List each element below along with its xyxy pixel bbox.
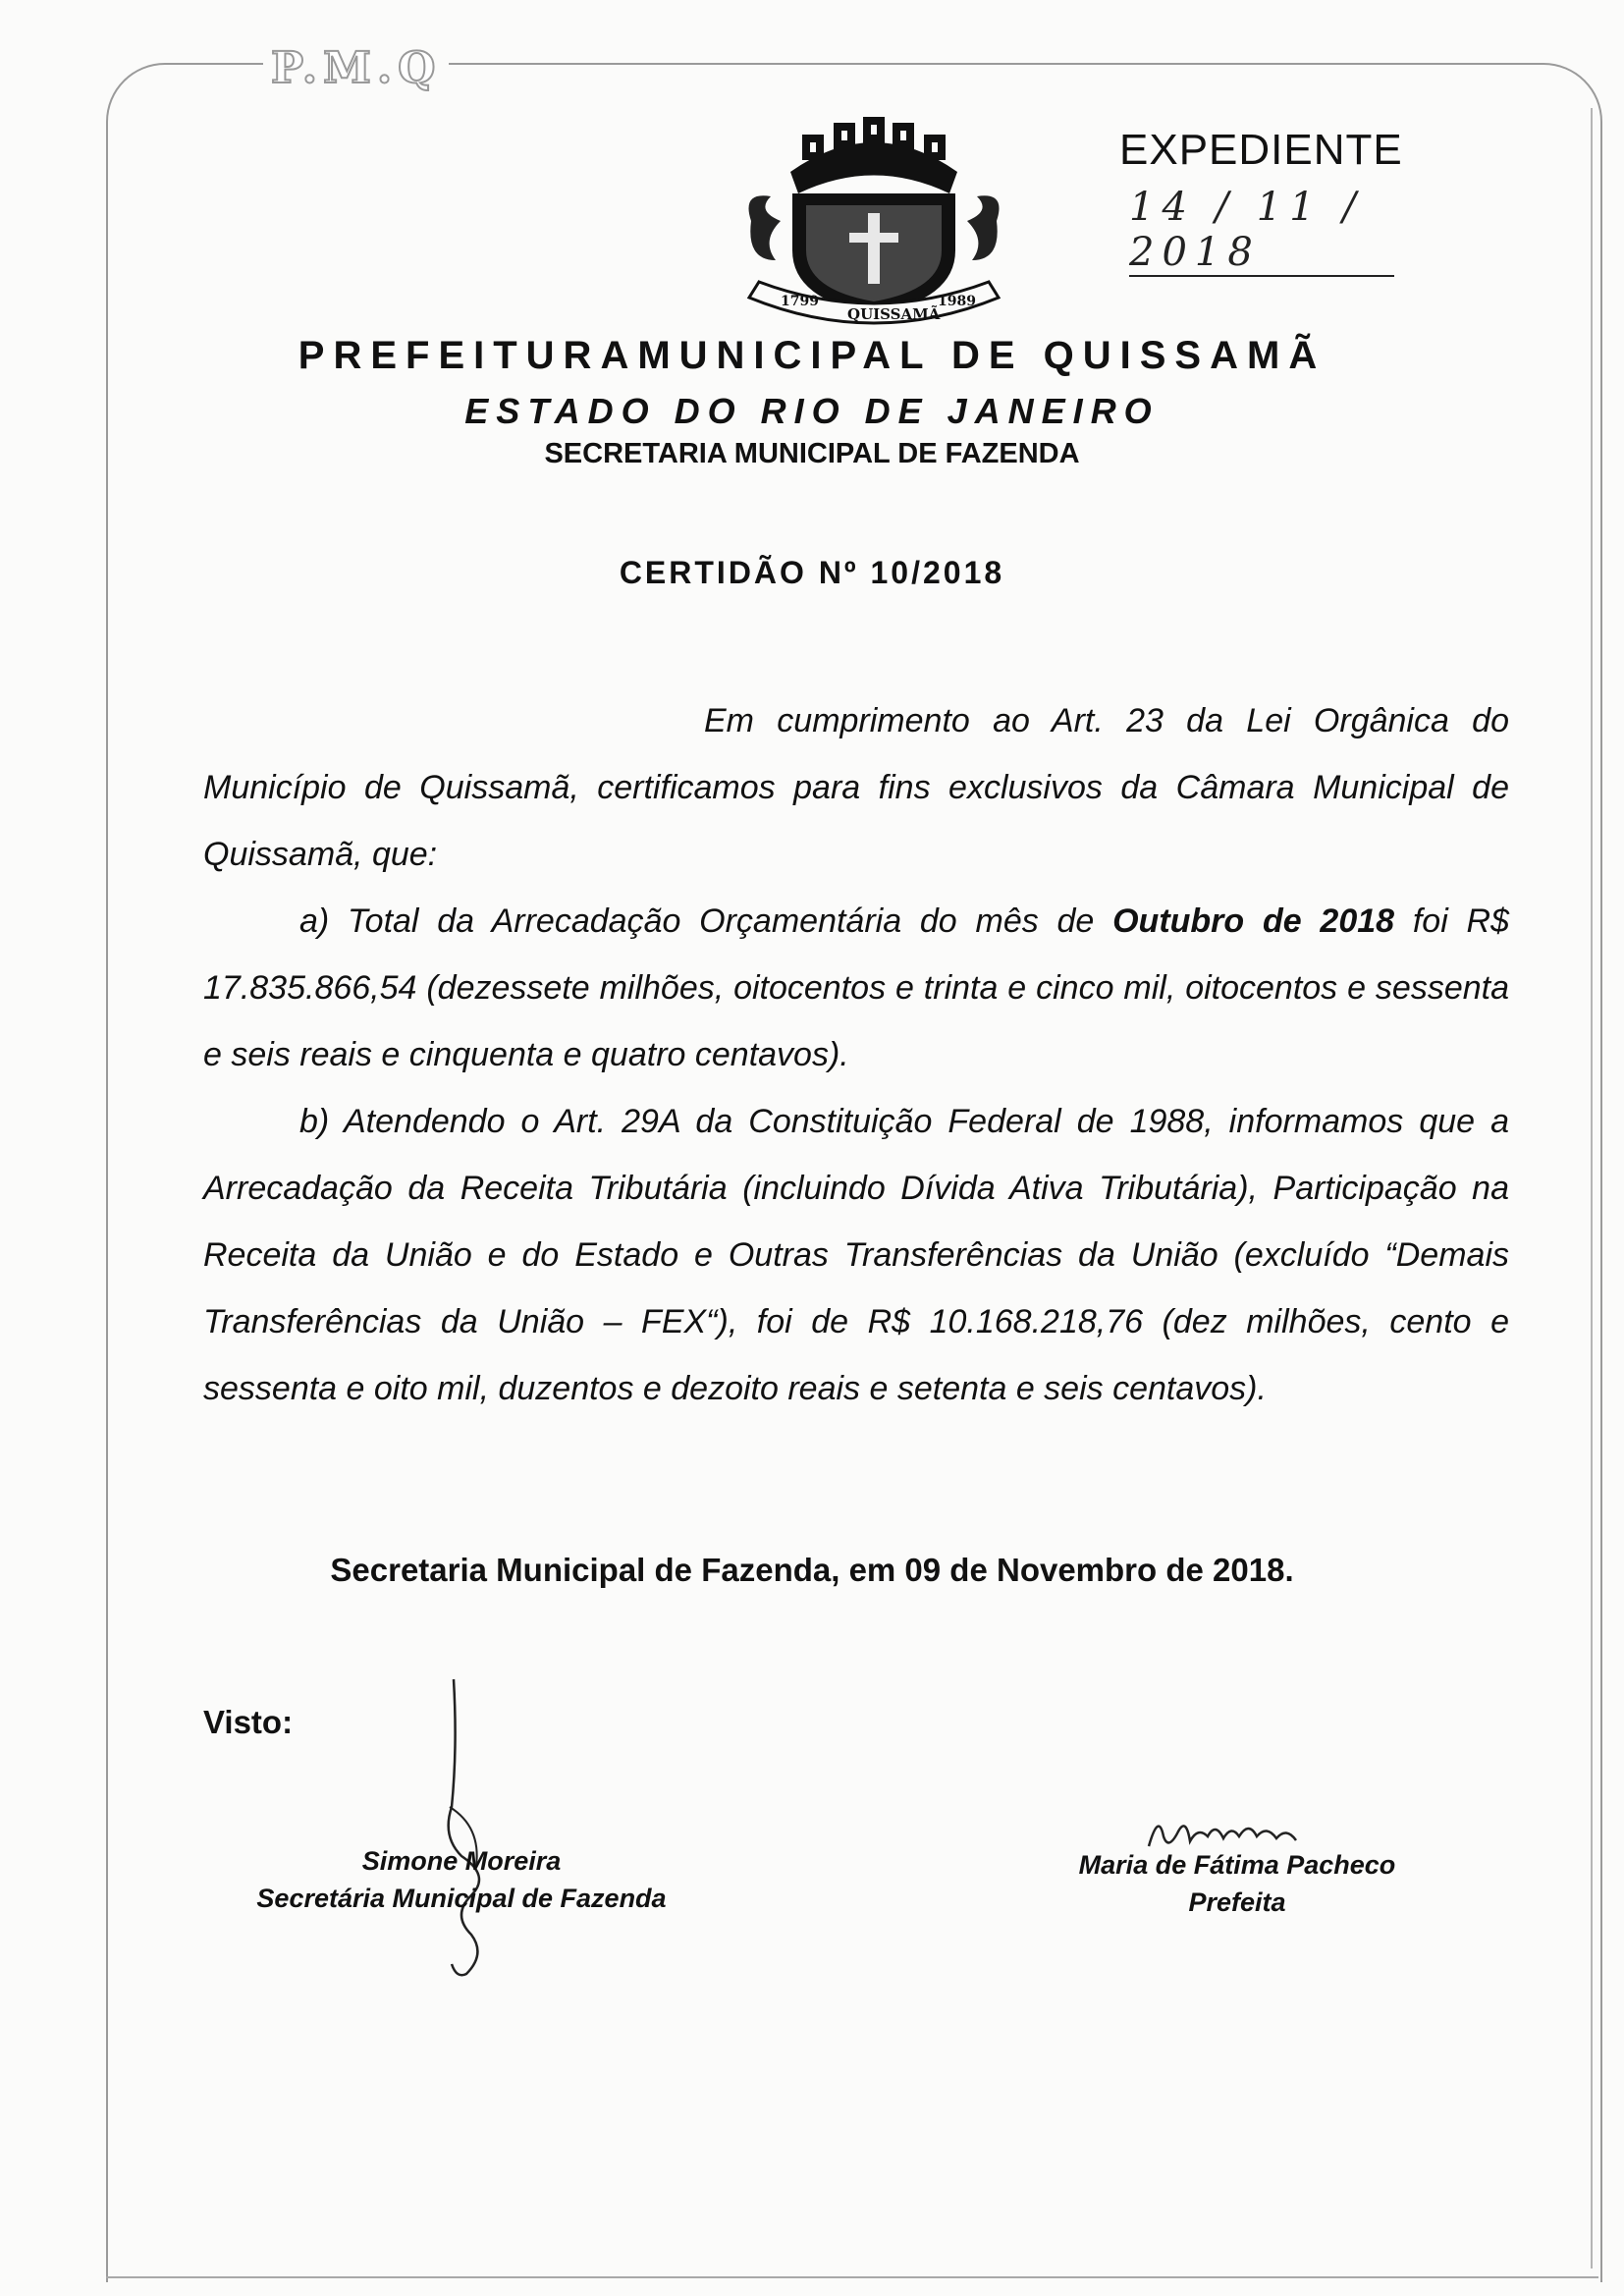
expediente-date-handwritten: 14 / 11 / 2018 bbox=[1129, 185, 1394, 277]
paragraph-intro: Em cumprimento ao Art. 23 da Lei Orgânica do Município de Quissamã, certificamos para fins exclusivos da Câmara Municipal de Quissamã, que: bbox=[203, 702, 1509, 873]
page-border-bottom bbox=[106, 2276, 1598, 2278]
crest-year-left: 1799 bbox=[781, 294, 819, 309]
crest-band-text: QUISSAMÃ bbox=[847, 305, 941, 323]
signature-left-name: Simone Moreira bbox=[361, 1846, 562, 1876]
paragraph-b: b) Atendendo o Art. 29A da Constituição Federal de 1988, informamos que a Arrecadação da Receita Tributária (incluindo Dívida Ativa Tributária), Participação na Receita da União e do Estado e Outras Transferências da União (excluído “Demais Transferências da União – FEX“), foi de R$ 10.168.218,76 (dez milhões, cento e sessenta e oito mil, duzentos e dezoito reais e setenta e seis centavos). bbox=[203, 1103, 1509, 1407]
header-department: SECRETARIA MUNICIPAL DE FAZENDA bbox=[544, 438, 1080, 469]
paragraph-a-month: Outubro de 2018 bbox=[1112, 902, 1395, 940]
paragraph-a bbox=[203, 888, 1509, 1088]
signature-left-title: Secretária Municipal de Fazenda bbox=[256, 1884, 667, 1913]
header-municipality: PREFEITURAMUNICIPAL DE QUISSAMÃ bbox=[298, 334, 1326, 377]
closing-date-line: Secretaria Municipal de Fazenda, em 09 de Novembro de 2018. bbox=[330, 1552, 1294, 1588]
header-state: ESTADO DO RIO DE JANEIRO bbox=[464, 391, 1160, 431]
visto-label: Visto: bbox=[203, 1704, 294, 1740]
certificate-body bbox=[203, 687, 1509, 1422]
signature-right-name: Maria de Fátima Pacheco bbox=[1078, 1850, 1396, 1880]
certificate-title: CERTIDÃO Nº 10/2018 bbox=[619, 555, 1005, 590]
municipal-crest-logo bbox=[731, 103, 1016, 334]
paragraph-a-prefix: a) Total da Arrecadação Orçamentária do mês de bbox=[299, 902, 1113, 940]
paragraph-a-suffix: foi R$ 17.835.866,54 (dezessete milhões, oitocentos e trinta e cinco mil, oitocentos e sessenta e seis reais e cinquenta e quatro centavos). bbox=[203, 902, 1509, 1073]
signature-right bbox=[1051, 1846, 1424, 1921]
page-border-right bbox=[1591, 108, 1593, 2269]
crest-year-right: 1989 bbox=[938, 294, 976, 309]
signature-left bbox=[226, 1842, 697, 1917]
signature-right-title: Prefeita bbox=[1188, 1887, 1286, 1917]
signature-left-handwritten bbox=[412, 1669, 530, 1984]
letterhead-watermark: P.M.Q bbox=[263, 43, 449, 93]
expediente-stamp: EXPEDIENTE bbox=[1119, 126, 1403, 174]
